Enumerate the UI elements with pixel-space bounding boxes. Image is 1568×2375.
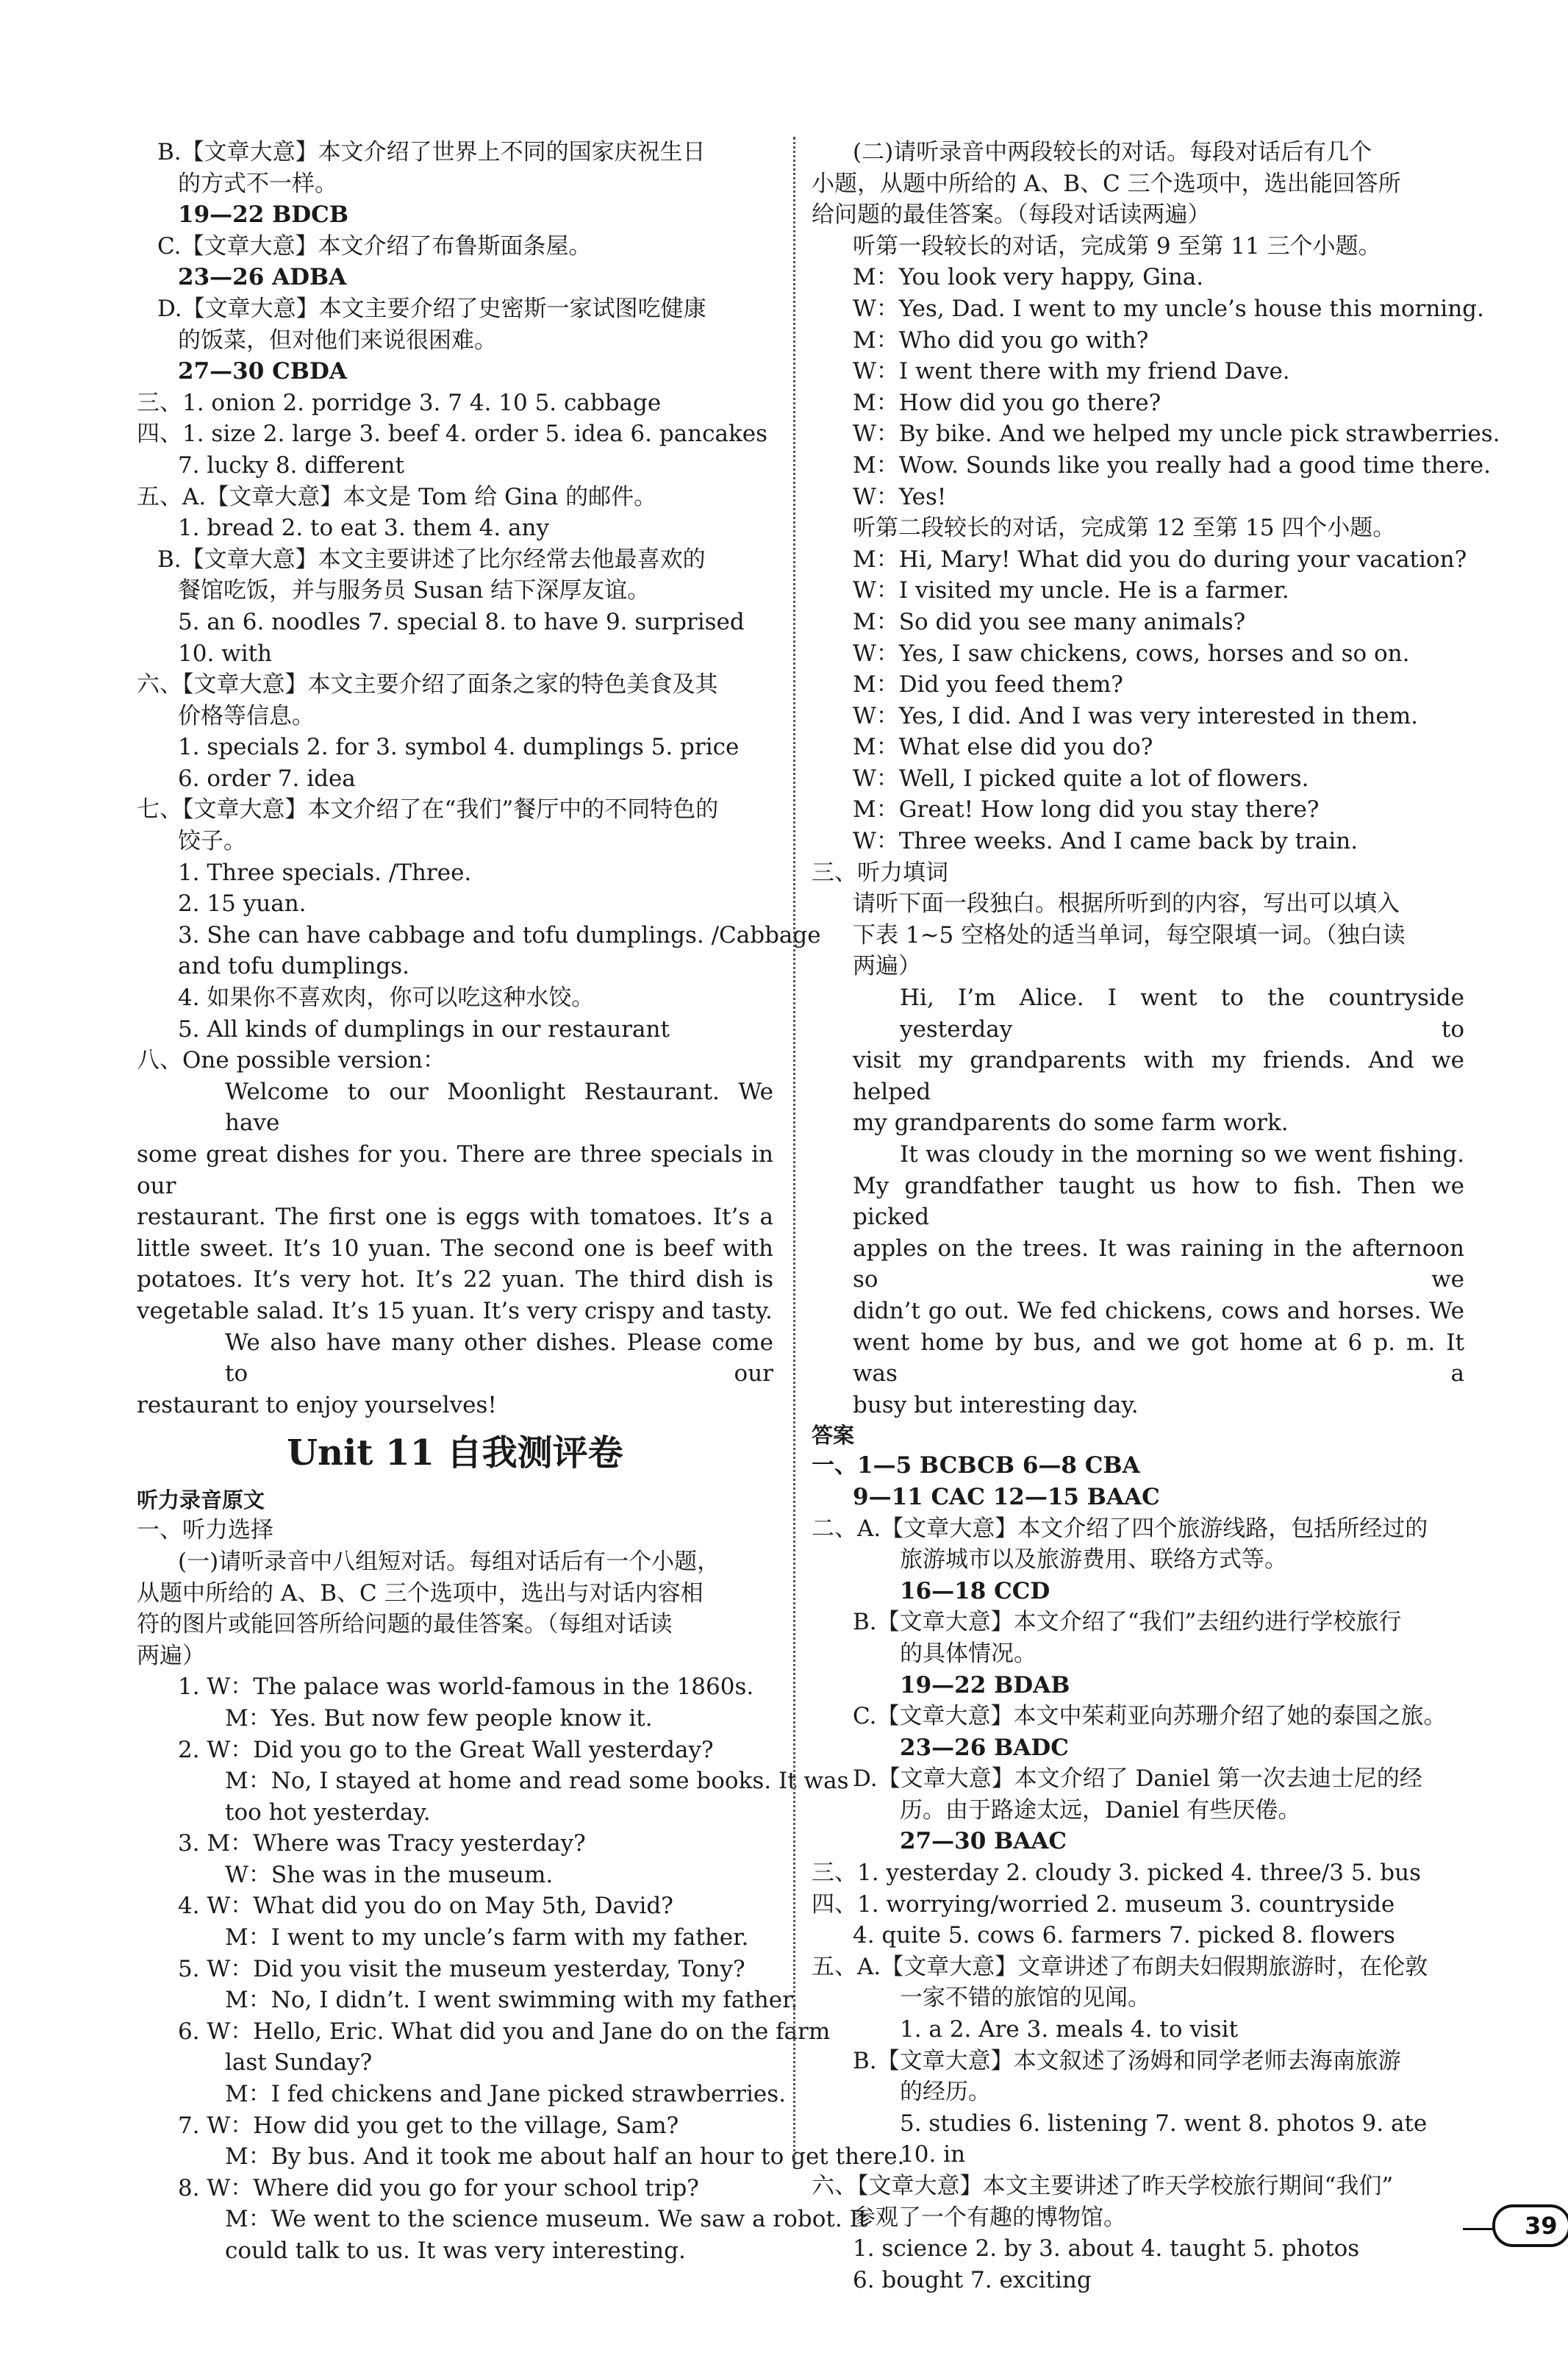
text-line: M：I went to my uncle’s farm with my father. xyxy=(225,1924,749,1951)
text-line: 6. bought 7. exciting xyxy=(853,2266,1092,2293)
text-line: some great dishes for you. There are three specials in our xyxy=(137,1141,773,1199)
text-line: 16—18 CCD xyxy=(900,1577,1050,1604)
text-line: B.【文章大意】本文介绍了“我们”去纽约进行学校旅行 xyxy=(853,1609,1402,1636)
text-line: M：So did you see many animals? xyxy=(853,608,1246,635)
column-divider xyxy=(793,137,795,2166)
text-line: 小题，从题中所给的 A、B、C 三个选项中，选出能回答所 xyxy=(812,170,1401,197)
right-column xyxy=(812,137,1500,2296)
text-line: 五、A.【文章大意】本文是 Tom 给 Gina 的邮件。 xyxy=(137,483,657,510)
text-line: M：How did you go there? xyxy=(853,389,1161,416)
text-line: 下表 1~5 空格处的适当单词，每空限填一词。（独白读 xyxy=(853,921,1406,949)
text-line: 1. W：The palace was world-famous in the 1860s. xyxy=(178,1674,754,1701)
text-line: C.【文章大意】本文介绍了布鲁斯面条屋。 xyxy=(157,232,592,260)
text-line: 请听下面一段独白。根据所听到的内容，写出可以填入 xyxy=(853,890,1400,918)
text-line: W：Yes, I saw chickens, cows, horses and so on. xyxy=(853,640,1410,667)
text-line: 23—26 BADC xyxy=(900,1734,1069,1761)
unit-title: Unit 11 自我测评卷 xyxy=(287,1432,623,1474)
text-line: 价格等信息。 xyxy=(178,702,315,729)
text-line: restaurant. The first one is eggs with tomatoes. It’s a xyxy=(137,1204,773,1231)
text-line: 2. 15 yuan. xyxy=(178,890,307,918)
listening-heading: 听力录音原文 xyxy=(137,1488,265,1513)
text-line: restaurant to enjoy yourselves! xyxy=(137,1391,497,1418)
text-line: 旅游城市以及旅游费用、联络方式等。 xyxy=(900,1546,1287,1574)
text-line: 19—22 BDAB xyxy=(900,1671,1070,1699)
text-line: 10. in xyxy=(900,2141,966,2168)
text-line: W：I went there with my friend Dave. xyxy=(853,358,1290,385)
text-line: W：She was in the museum. xyxy=(225,1861,554,1888)
text-line: 历。由于路途太远，Daniel 有些厌倦。 xyxy=(900,1796,1301,1824)
text-line: W：Yes, Dad. I went to my uncle’s house this morning. xyxy=(853,295,1484,322)
text-line: 的饭菜，但对他们来说很困难。 xyxy=(178,326,497,354)
text-line: potatoes. It’s very hot. It’s 22 yuan. The third dish is xyxy=(137,1266,773,1293)
text-line: 10. with xyxy=(178,640,273,667)
text-line: 23—26 ADBA xyxy=(178,264,347,291)
text-line: 4. 如果你不喜欢肉，你可以吃这种水饺。 xyxy=(178,985,595,1012)
text-line: 五、A.【文章大意】文章讲述了布朗夫妇假期旅游时，在伦敦 xyxy=(812,1953,1428,1980)
text-line: 1. science 2. by 3. about 4. taught 5. photos xyxy=(853,2235,1360,2262)
text-line: busy but interesting day. xyxy=(853,1391,1139,1418)
page-number: 39 xyxy=(1492,2204,1568,2247)
text-line: 餐馆吃饭，并与服务员 Susan 结下深厚友谊。 xyxy=(178,577,651,604)
text-line: didn’t go out. We fed chickens, cows and horses. We xyxy=(853,1297,1464,1324)
text-line: M：No, I didn’t. I went swimming with my father. xyxy=(225,1987,798,2014)
text-line: 19—22 BDCB xyxy=(178,201,349,229)
text-line: 符的图片或能回答所给问题的最佳答案。（每组对话读 xyxy=(137,1611,673,1638)
text-line: M：Hi, Mary! What did you do during your vacation? xyxy=(853,546,1467,573)
text-line: 一家不错的旅馆的见闻。 xyxy=(900,1985,1150,2012)
right-answers-block xyxy=(812,1450,1464,2296)
text-line: M：We went to the science museum. We saw a robot. It xyxy=(225,2206,868,2233)
text-line: My grandfather taught us how to fish. Then we picked xyxy=(853,1172,1464,1231)
text-line: 四、1. worrying/worried 2. museum 3. countryside xyxy=(812,1890,1395,1918)
text-line: 的具体情况。 xyxy=(900,1640,1037,1667)
text-line: W：Three weeks. And I came back by train. xyxy=(853,828,1358,855)
text-line: 4. quite 5. cows 6. farmers 7. picked 8. flowers xyxy=(853,1922,1395,1949)
text-line: D.【文章大意】本文主要介绍了史密斯一家试图吃健康 xyxy=(157,295,706,322)
text-line: W：Well, I picked quite a lot of flowers. xyxy=(853,765,1309,792)
text-line: 四、1. size 2. large 3. beef 4. order 5. idea 6. pancakes xyxy=(137,421,768,448)
text-line: M：Did you feed them? xyxy=(853,671,1123,699)
text-line: W：By bike. And we helped my uncle pick strawberries. xyxy=(853,421,1500,448)
text-line: 27—30 CBDA xyxy=(178,358,347,385)
text-line: 1. Three specials. /Three. xyxy=(178,859,472,886)
text-line: M：Yes. But now few people know it. xyxy=(225,1704,653,1732)
text-line: 5. All kinds of dumplings in our restaurant xyxy=(178,1015,670,1043)
right-transcript-block xyxy=(812,137,1500,1421)
text-line: 3. She can have cabbage and tofu dumplings. /Cabbage xyxy=(178,921,821,949)
text-line: 听第一段较长的对话，完成第 9 至第 11 三个小题。 xyxy=(853,232,1381,260)
text-line: 5. an 6. noodles 7. special 8. to have 9. surprised xyxy=(178,608,745,635)
text-line: vegetable salad. It’s 15 yuan. It’s very crispy and tasty. xyxy=(137,1297,773,1324)
text-line: (一)请听录音中八组短对话。每组对话后有一个小题， xyxy=(178,1548,720,1575)
text-line: 两遍） xyxy=(137,1642,205,1669)
text-line: my grandparents do some farm work. xyxy=(853,1110,1289,1137)
text-line: 三、听力填词 xyxy=(812,859,948,886)
text-line: 七、【文章大意】本文介绍了在“我们”餐厅中的不同特色的 xyxy=(137,796,719,824)
text-line: 八、One possible version： xyxy=(137,1047,445,1074)
answers-heading: 答案 xyxy=(812,1423,855,1449)
text-line: Hi, I’m Alice. I went to the countryside yesterday to xyxy=(900,985,1464,1043)
text-line: 1. a 2. Are 3. meals 4. to visit xyxy=(900,2016,1239,2043)
text-line: 给问题的最佳答案。（每段对话读两遍） xyxy=(812,201,1211,229)
text-line: M：Who did you go with? xyxy=(853,326,1149,354)
text-line: 六、【文章大意】本文主要讲述了昨天学校旅行期间“我们” xyxy=(812,2173,1394,2199)
listening-transcript-block xyxy=(137,1515,905,2266)
text-line: M：By bus. And it took me about half an hour to get there. xyxy=(225,2143,905,2171)
text-line: 一、1—5 BCBCB 6—8 CBA xyxy=(812,1452,1140,1479)
text-line: W：I visited my uncle. He is a farmer. xyxy=(853,577,1289,604)
text-line: It was cloudy in the morning so we went fishing. xyxy=(900,1141,1464,1168)
text-line: visit my grandparents with my friends. And we helped xyxy=(853,1047,1464,1105)
text-line: 二、A.【文章大意】本文介绍了四个旅游线路，包括所经过的 xyxy=(812,1515,1428,1542)
text-line: 9—11 CAC 12—15 BAAC xyxy=(853,1483,1160,1510)
text-line: last Sunday? xyxy=(225,2049,373,2076)
text-line: 5. W：Did you visit the museum yesterday, Tony? xyxy=(178,1955,745,1982)
text-line: 一、听力选择 xyxy=(137,1517,273,1544)
text-line: C.【文章大意】本文中茱莉亚向苏珊介绍了她的泰国之旅。 xyxy=(853,1703,1447,1730)
text-line: little sweet. It’s 10 yuan. The second one is beef with xyxy=(137,1235,773,1262)
text-line: D.【文章大意】本文介绍了 Daniel 第一次去迪士尼的经 xyxy=(853,1765,1422,1793)
text-line: went home by bus, and we got home at 6 p. m. It was a xyxy=(853,1329,1464,1388)
text-line: 1. specials 2. for 3. symbol 4. dumplings 5. price xyxy=(178,734,740,761)
text-line: 三、1. yesterday 2. cloudy 3. picked 4. three/3 5. bus xyxy=(812,1860,1421,1887)
text-line: 8. W：Where did you go for your school trip? xyxy=(178,2174,699,2201)
text-line: 5. studies 6. listening 7. went 8. photos 9. ate xyxy=(900,2110,1428,2137)
text-line: W：Yes! xyxy=(853,483,947,510)
text-line: 4. W：What did you do on May 5th, David? xyxy=(178,1893,673,1920)
text-line: 听第二段较长的对话，完成第 12 至第 15 四个小题。 xyxy=(853,515,1396,542)
text-line: M：What else did you do? xyxy=(853,734,1153,761)
text-line: Welcome to our Moonlight Restaurant. We have xyxy=(225,1078,773,1137)
text-line: 的经历。 xyxy=(900,2079,991,2106)
text-line: B.【文章大意】本文叙述了汤姆和同学老师去海南旅游 xyxy=(853,2047,1401,2074)
text-line: 7. W：How did you get to the village, Sam? xyxy=(178,2112,679,2139)
text-line: 1. bread 2. to eat 3. them 4. any xyxy=(178,515,550,542)
left-answers-block xyxy=(137,137,821,1421)
text-line: M：You look very happy, Gina. xyxy=(853,264,1204,291)
text-line: 从题中所给的 A、B、C 三个选项中，选出与对话内容相 xyxy=(137,1579,704,1607)
text-line: could talk to us. It was very interesting. xyxy=(225,2238,686,2264)
text-line: too hot yesterday. xyxy=(225,1799,431,1826)
text-line: apples on the trees. It was raining in the afternoon so we xyxy=(853,1235,1464,1293)
text-line: 3. M：Where was Tracy yesterday? xyxy=(178,1830,586,1857)
text-line: and tofu dumplings. xyxy=(178,953,410,980)
text-line: 参观了一个有趣的博物馆。 xyxy=(853,2204,1126,2231)
text-line: M：Wow. Sounds like you really had a good time there. xyxy=(853,451,1491,479)
text-line: 三、1. onion 2. porridge 3. 7 4. 10 5. cabbage xyxy=(137,389,662,416)
text-line: M：Great! How long did you stay there? xyxy=(853,796,1320,824)
text-line: 6. W：Hello, Eric. What did you and Jane do on the farm xyxy=(178,2018,831,2045)
text-line: 6. order 7. idea xyxy=(178,765,356,792)
text-line: 2. W：Did you go to the Great Wall yesterday? xyxy=(178,1736,714,1763)
text-line: 两遍） xyxy=(853,953,921,980)
text-line: M：No, I stayed at home and read some books. It was xyxy=(225,1768,849,1795)
text-line: M：I fed chickens and Jane picked strawberries. xyxy=(225,2081,787,2108)
text-line: B.【文章大意】本文介绍了世界上不同的国家庆祝生日 xyxy=(157,139,706,165)
text-line: 7. lucky 8. different xyxy=(178,451,404,479)
text-line: 饺子。 xyxy=(178,828,246,855)
text-line: 六、【文章大意】本文主要介绍了面条之家的特色美食及其 xyxy=(137,671,718,699)
text-line: (二)请听录音中两段较长的对话。每段对话后有几个 xyxy=(853,139,1372,165)
text-line: W：Yes, I did. And I was very interested in them. xyxy=(853,702,1418,729)
text-line: We also have many other dishes. Please come to our xyxy=(225,1329,773,1388)
text-line: 27—30 BAAC xyxy=(900,1828,1067,1855)
text-line: 的方式不一样。 xyxy=(178,170,337,197)
text-line: B.【文章大意】本文主要讲述了比尔经常去他最喜欢的 xyxy=(157,546,706,573)
